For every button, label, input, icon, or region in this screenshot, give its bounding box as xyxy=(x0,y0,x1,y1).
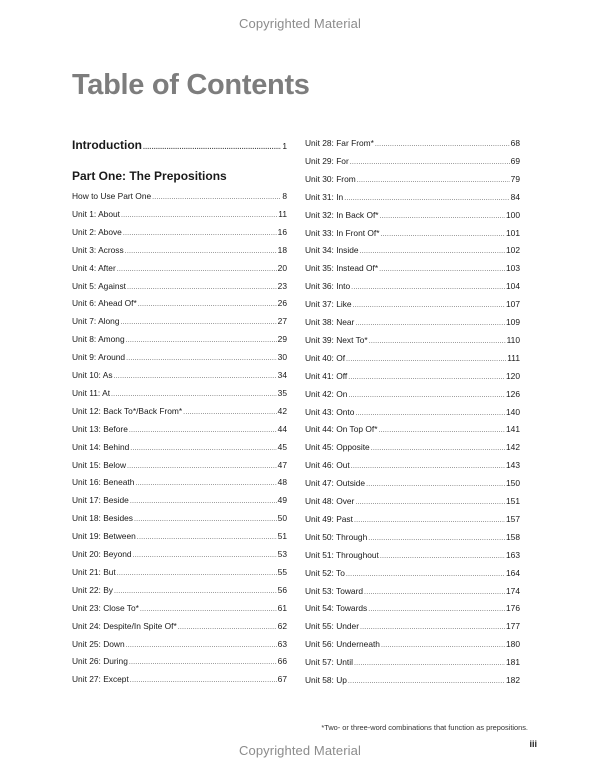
toc-entry[interactable] xyxy=(305,566,520,580)
toc-entry-label: Unit 38: Near xyxy=(305,317,355,327)
toc-entry-label: Unit 33: In Front Of* xyxy=(305,227,380,238)
toc-entry-label: Unit 16: Beneath xyxy=(72,477,135,488)
toc-entry-label: Unit 15: Below xyxy=(72,459,126,470)
toc-entry-page: 157 xyxy=(506,513,520,524)
dot-leader xyxy=(130,442,276,456)
toc-entry-label: Unit 55: Under xyxy=(305,621,359,632)
toc-entry[interactable] xyxy=(305,530,520,544)
toc-entry-page: 163 xyxy=(506,549,520,560)
toc-entry[interactable] xyxy=(72,493,287,507)
toc-entry[interactable] xyxy=(305,190,520,204)
toc-entry-page: 35 xyxy=(277,387,287,398)
dot-leader xyxy=(351,460,505,474)
dot-leader xyxy=(130,674,277,688)
toc-entry[interactable] xyxy=(305,673,520,687)
toc-entry-page: 164 xyxy=(506,567,520,578)
dot-leader xyxy=(127,460,277,474)
toc-entry-page: 55 xyxy=(277,566,287,577)
toc-entry-label: Unit 48: Over xyxy=(305,496,355,506)
toc-entry-page: 126 xyxy=(506,388,520,399)
toc-entry-page: 62 xyxy=(277,620,287,631)
toc-entry-label: Unit 45: Opposite xyxy=(305,442,370,453)
toc-entry-page: 20 xyxy=(277,262,287,273)
toc-entry[interactable] xyxy=(305,440,520,454)
toc-entry-label: Unit 39: Next To* xyxy=(305,334,368,345)
toc-entry[interactable] xyxy=(305,172,520,186)
toc-entry-label: Unit 1: About xyxy=(72,208,120,219)
toc-entry-label: Unit 56: Underneath xyxy=(305,639,380,650)
toc-entry-page: 30 xyxy=(277,352,287,363)
toc-entry-page: 107 xyxy=(506,299,520,310)
toc-entry-label: Unit 54: Towards xyxy=(305,603,368,614)
dot-leader xyxy=(355,496,505,510)
dot-leader xyxy=(354,514,505,528)
toc-entry-page: 140 xyxy=(506,406,520,417)
watermark-bottom: Copyrighted Material xyxy=(239,743,361,758)
toc-entry[interactable] xyxy=(72,314,287,328)
toc-entry-page: 111 xyxy=(507,352,520,363)
toc-entry[interactable] xyxy=(305,333,520,347)
toc-entry-page: 48 xyxy=(277,477,287,488)
toc-entry-label: Unit 53: Toward xyxy=(305,585,364,596)
dot-leader xyxy=(125,245,277,259)
toc-entry-label: Unit 44: On Top Of* xyxy=(305,424,378,435)
toc-entry[interactable] xyxy=(72,261,287,275)
dot-leader xyxy=(133,549,277,563)
dot-leader xyxy=(123,227,277,241)
toc-entry[interactable] xyxy=(305,279,520,293)
toc-entry[interactable] xyxy=(72,511,287,525)
watermark-top: Copyrighted Material xyxy=(239,16,361,31)
toc-entry-page: 142 xyxy=(506,442,520,453)
dot-leader xyxy=(380,228,505,242)
toc-entry-page: 104 xyxy=(506,281,520,292)
toc-entry-page: 176 xyxy=(506,603,520,614)
dot-leader xyxy=(137,531,277,545)
toc-entry[interactable] xyxy=(72,547,287,561)
toc-entry[interactable] xyxy=(72,475,287,489)
dot-leader xyxy=(138,298,277,312)
toc-entry-page: 102 xyxy=(506,245,520,256)
dot-leader xyxy=(369,335,506,349)
dot-leader xyxy=(348,675,505,689)
toc-entry-label: Unit 3: Across xyxy=(72,244,124,255)
toc-entry-page: 79 xyxy=(510,173,520,184)
toc-entry[interactable] xyxy=(72,207,287,221)
toc-entry-page: 100 xyxy=(506,209,520,220)
toc-entry-page: 110 xyxy=(506,334,520,345)
toc-entry-page: 23 xyxy=(277,280,287,291)
toc-entry[interactable] xyxy=(305,154,520,168)
toc-entry-label: Unit 36: Into xyxy=(305,281,351,292)
toc-entry-page: 26 xyxy=(277,298,287,309)
toc-entry-page: 53 xyxy=(277,549,287,559)
toc-entry-label: Unit 57: Until xyxy=(305,657,353,668)
toc-entry-label: Unit 27: Except xyxy=(72,674,129,685)
toc-entry-label: Unit 35: Instead Of* xyxy=(305,263,379,274)
toc-entry[interactable] xyxy=(72,279,287,293)
dot-leader xyxy=(117,567,277,581)
toc-entry-page: 181 xyxy=(506,657,520,668)
toc-entry[interactable] xyxy=(72,404,287,418)
toc-entry-label: Unit 2: Above xyxy=(72,226,122,237)
toc-entry-page: 180 xyxy=(506,639,520,650)
toc-entry[interactable] xyxy=(72,350,287,364)
dot-leader xyxy=(378,424,505,438)
toc-entry[interactable] xyxy=(72,243,287,257)
toc-entry-label: Unit 30: From xyxy=(305,173,356,184)
toc-entry[interactable] xyxy=(305,261,520,275)
toc-entry-page: 45 xyxy=(277,441,287,452)
toc-entry-page: 68 xyxy=(510,138,520,148)
dot-leader xyxy=(380,210,505,224)
dot-leader xyxy=(121,316,277,330)
toc-entry-page: 27 xyxy=(277,316,287,327)
toc-entry-label: Unit 46: Out xyxy=(305,460,350,471)
toc-entry[interactable] xyxy=(72,619,287,633)
toc-entry-label: Unit 31: In xyxy=(305,191,344,202)
toc-entry-page: 29 xyxy=(277,334,287,345)
toc-entry-page: 158 xyxy=(506,531,520,542)
toc-entry[interactable] xyxy=(305,494,520,508)
toc-entry[interactable] xyxy=(72,225,287,239)
toc-entry-page: 150 xyxy=(506,478,520,489)
toc-entry-page: 47 xyxy=(277,459,287,470)
toc-entry[interactable] xyxy=(305,136,520,150)
toc-entry-label: Unit 37: Like xyxy=(305,299,352,310)
dot-leader xyxy=(355,407,505,421)
toc-entry-page: 101 xyxy=(506,227,520,238)
toc-entry[interactable] xyxy=(72,368,287,382)
toc-entry-label: Unit 51: Throughout xyxy=(305,549,379,560)
dot-leader xyxy=(127,281,277,295)
dot-leader xyxy=(348,371,505,385)
toc-entry-label: Unit 5: Against xyxy=(72,280,127,291)
dot-leader xyxy=(364,586,505,600)
toc-entry-label: Unit 12: Back To*/Back From* xyxy=(72,405,183,416)
toc-entry-label: Unit 11: At xyxy=(72,387,111,398)
dot-leader xyxy=(140,603,277,617)
toc-entry-page: 141 xyxy=(506,424,520,435)
dot-leader xyxy=(134,513,277,527)
toc-entry[interactable] xyxy=(305,297,520,311)
dot-leader xyxy=(368,603,505,617)
toc-entry[interactable] xyxy=(305,458,520,472)
toc-entry[interactable] xyxy=(305,655,520,669)
toc-entry-page: 151 xyxy=(506,496,520,506)
toc-entry-label: Introduction xyxy=(72,138,142,152)
toc-entry-page: 109 xyxy=(506,317,520,327)
dot-leader xyxy=(350,156,510,170)
dot-leader xyxy=(379,263,505,277)
dot-leader xyxy=(346,568,505,582)
dot-leader xyxy=(380,550,505,564)
dot-leader xyxy=(360,621,505,635)
toc-entry-label: Unit 23: Close To* xyxy=(72,602,139,613)
toc-entry-label: Unit 14: Behind xyxy=(72,441,130,452)
toc-entry-page: 66 xyxy=(277,656,287,667)
dot-leader xyxy=(183,406,277,420)
toc-entry[interactable] xyxy=(305,601,520,615)
toc-entry-page: 61 xyxy=(277,602,287,613)
toc-entry[interactable] xyxy=(305,208,520,222)
toc-entry[interactable] xyxy=(72,637,287,651)
toc-entry[interactable] xyxy=(305,512,520,526)
toc-entry-label: Unit 28: Far From* xyxy=(305,138,374,148)
dot-leader xyxy=(375,138,510,152)
toc-entry-label: Unit 29: For xyxy=(305,155,349,166)
toc-entry-label: Unit 22: By xyxy=(72,584,113,595)
toc-entry-label: Unit 49: Past xyxy=(305,513,353,524)
toc-entry-label: Unit 32: In Back Of* xyxy=(305,209,379,220)
toc-entry-label: How to Use Part One xyxy=(72,191,152,201)
dot-leader xyxy=(126,352,277,366)
toc-entry-page: 1 xyxy=(282,141,287,151)
toc-entry-page: 8 xyxy=(282,191,287,201)
toc-entry[interactable] xyxy=(305,476,520,490)
dot-leader xyxy=(143,139,281,157)
dot-leader xyxy=(178,621,277,635)
page-number: iii xyxy=(529,739,537,749)
toc-entry-page: 103 xyxy=(506,263,520,274)
toc-entry[interactable] xyxy=(305,315,520,329)
dot-leader xyxy=(360,245,505,259)
toc-entry[interactable] xyxy=(72,529,287,543)
footnote: *Two- or three-word combinations that function as prepositions. xyxy=(321,723,528,732)
toc-entry-page: 16 xyxy=(277,226,287,237)
toc-entry[interactable] xyxy=(305,548,520,562)
toc-entry-page: 67 xyxy=(277,674,287,685)
dot-leader xyxy=(126,639,277,653)
toc-entry-page: 84 xyxy=(510,191,520,202)
dot-leader xyxy=(126,334,277,348)
toc-entry[interactable] xyxy=(305,422,520,436)
toc-entry-label: Unit 34: Inside xyxy=(305,245,359,256)
toc-entry[interactable] xyxy=(72,422,287,436)
dot-leader xyxy=(111,388,277,402)
toc-entry-label: Unit 50: Through xyxy=(305,531,368,542)
toc-entry[interactable] xyxy=(72,672,287,686)
dot-leader xyxy=(114,585,277,599)
toc-entry-label: Unit 10: As xyxy=(72,370,113,380)
toc-entry[interactable] xyxy=(72,296,287,310)
toc-entry-label: Unit 20: Beyond xyxy=(72,549,132,559)
dot-leader xyxy=(135,477,276,491)
toc-entry-label: Unit 41: Off xyxy=(305,370,348,381)
toc-entry[interactable] xyxy=(305,243,520,257)
toc-entry-page: 49 xyxy=(277,495,287,506)
dot-leader xyxy=(121,209,277,223)
toc-entry-page: 143 xyxy=(506,460,520,471)
toc-entry-page: 42 xyxy=(277,405,287,416)
toc-entry-page: 34 xyxy=(277,370,287,380)
toc-entry-label: Unit 26: During xyxy=(72,656,128,667)
dot-leader xyxy=(152,191,281,205)
toc-entry[interactable] xyxy=(305,387,520,401)
toc-entry-page: 174 xyxy=(506,585,520,596)
dot-leader xyxy=(381,639,505,653)
toc-entry-introduction[interactable] xyxy=(72,136,287,154)
toc-entry-page: 120 xyxy=(506,370,520,381)
dot-leader xyxy=(366,478,505,492)
dot-leader xyxy=(353,299,505,313)
dot-leader xyxy=(129,656,277,670)
toc-entry-label: Unit 4: After xyxy=(72,262,116,273)
toc-entry[interactable] xyxy=(72,601,287,615)
toc-entry[interactable] xyxy=(72,654,287,668)
toc-entry-label: Unit 18: Besides xyxy=(72,513,133,524)
dot-leader xyxy=(348,389,505,403)
dot-leader xyxy=(130,495,277,509)
part-one-heading: Part One: The Prepositions xyxy=(72,169,227,183)
toc-entry[interactable] xyxy=(305,226,520,240)
toc-entry[interactable] xyxy=(72,189,287,203)
toc-entry-label: Unit 42: On xyxy=(305,388,348,399)
toc-entry-label: Unit 47: Outside xyxy=(305,478,366,489)
toc-entry[interactable] xyxy=(72,440,287,454)
toc-entry[interactable] xyxy=(305,405,520,419)
toc-entry[interactable] xyxy=(72,565,287,579)
toc-entry[interactable] xyxy=(305,351,520,365)
toc-entry-page: 50 xyxy=(277,513,287,524)
dot-leader xyxy=(351,281,505,295)
toc-entry-label: Unit 21: But xyxy=(72,566,116,577)
dot-leader xyxy=(355,317,505,331)
toc-entry[interactable] xyxy=(72,332,287,346)
toc-entry-label: Unit 7: Along xyxy=(72,316,120,327)
toc-entry-label: Unit 40: Of xyxy=(305,352,346,363)
toc-entry-label: Unit 9: Around xyxy=(72,352,126,363)
toc-entry-page: 11 xyxy=(278,208,287,219)
toc-entry-page: 18 xyxy=(277,244,287,255)
toc-entry[interactable] xyxy=(72,458,287,472)
dot-leader xyxy=(346,353,506,367)
toc-entry-label: Unit 6: Ahead Of* xyxy=(72,298,137,309)
dot-leader xyxy=(344,192,509,206)
toc-entry[interactable] xyxy=(72,386,287,400)
toc-entry-label: Unit 8: Among xyxy=(72,334,125,345)
toc-entry-label: Unit 43: Onto xyxy=(305,406,355,417)
toc-entry[interactable] xyxy=(305,584,520,598)
page-title: Table of Contents xyxy=(72,69,310,101)
toc-entry-page: 51 xyxy=(277,531,287,542)
toc-entry-page: 69 xyxy=(510,155,520,166)
dot-leader xyxy=(114,370,277,384)
dot-leader xyxy=(129,424,277,438)
toc-entry-page: 44 xyxy=(277,423,287,434)
toc-entry-page: 177 xyxy=(506,621,520,632)
toc-entry-label: Unit 58: Up xyxy=(305,675,347,685)
dot-leader xyxy=(371,442,505,456)
dot-leader xyxy=(354,657,505,671)
dot-leader xyxy=(117,263,277,277)
toc-entry-page: 63 xyxy=(277,638,287,649)
toc-entry-label: Unit 52: To xyxy=(305,567,345,578)
dot-leader xyxy=(368,532,505,546)
toc-entry[interactable] xyxy=(305,637,520,651)
toc-entry-label: Unit 19: Between xyxy=(72,531,136,542)
toc-entry-label: Unit 24: Despite/In Spite Of* xyxy=(72,620,177,631)
toc-entry-label: Unit 13: Before xyxy=(72,423,128,434)
toc-entry[interactable] xyxy=(305,369,520,383)
toc-entry[interactable] xyxy=(72,583,287,597)
dot-leader xyxy=(357,174,510,188)
toc-entry-page: 182 xyxy=(506,675,520,685)
toc-entry-label: Unit 25: Down xyxy=(72,638,125,649)
toc-entry-label: Unit 17: Beside xyxy=(72,495,129,506)
toc-entry-page: 56 xyxy=(277,584,287,595)
toc-entry[interactable] xyxy=(305,619,520,633)
